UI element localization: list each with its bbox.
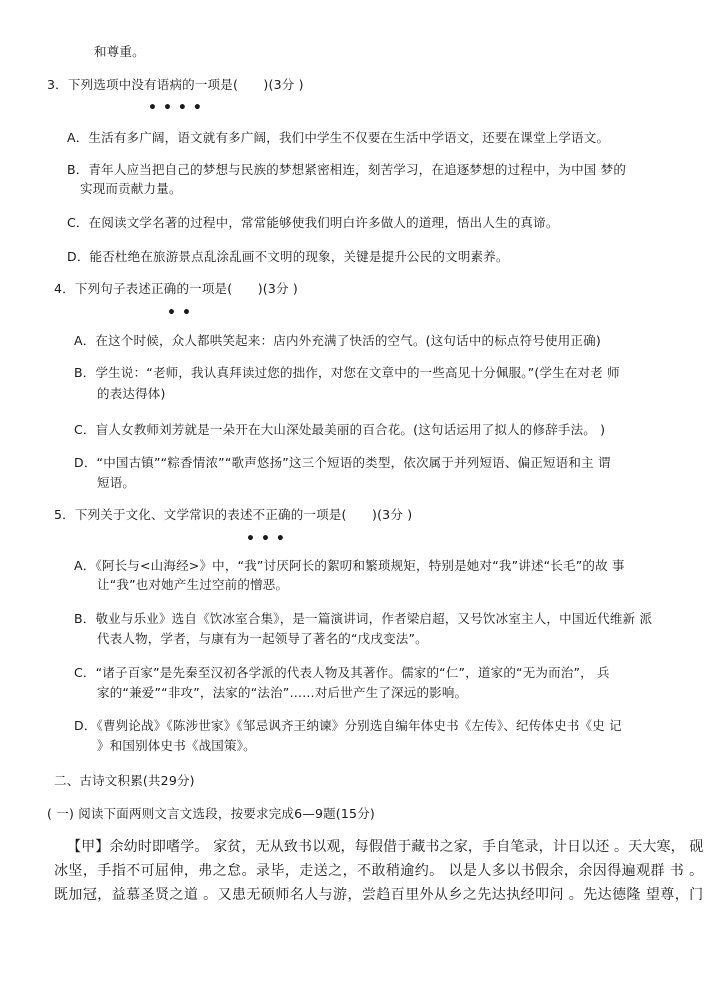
option-c-q4: C．盲人女教师刘芳就是一朵开在大山深处最美丽的百合花。(这句话运用了拟人的修辞手法。 ) <box>74 422 606 437</box>
option-a-q3: A．生活有多广阔，语文就有多广阔，我们中学生不仅要在生活中学语文，还要在课堂上学语文。 <box>67 130 610 145</box>
option-d-q4: D．“中国古镇”“粽香情浓”“歌声悠扬”这三个短语的类型，依次属于并列短语、偏正短语和主 谓 <box>74 455 611 470</box>
option-b-q3-cont: 实现而贡献力量。 <box>80 181 182 196</box>
question-3-stem: 3．下列选项中没有语病的一项是( )(3分 ) <box>47 77 304 92</box>
option-d-q5-cont: 》和国别体史书《战国策》。 <box>97 738 256 753</box>
section-heading: 二、古诗文积累(共29分) <box>54 773 195 788</box>
question-5-stem: 5．下列关于文化、文学常识的表述不正确的一项是( )(3分 ) <box>54 507 413 522</box>
option-a-q5: A．《阿长与<山海经>》中，“我”讨厌阿长的絮叨和繁琐规矩，特别是她对“我”讲述“长毛”的故 事 <box>74 558 625 573</box>
option-b-q5: B．敬业与乐业》选自《饮冰室合集》，是一篇演讲词，作者梁启超，又号饮冰室主人，中国近代维新 派 <box>74 611 653 626</box>
option-c-q5: C．“诸子百家”是先秦至汉初各学派的代表人物及其著作。儒家的“仁”，道家的“无为而治”， 兵 <box>74 665 610 680</box>
emphasis-dots-q4: •• <box>167 305 197 321</box>
subsection-heading: ( 一) 阅读下面两则文言文选段，按要求完成6—9题(15分) <box>47 806 375 821</box>
option-d-q3: D．能否杜绝在旅游景点乱涂乱画不文明的现象，关键是提升公民的文明素养。 <box>67 249 509 264</box>
option-c-q3: C．在阅读文学名著的过程中，常常能够使我们明白许多做人的道理，悟出人生的真谛。 <box>67 215 559 230</box>
option-d-q5: D．《曹刿论战》《陈涉世家》《邹忌讽齐王纳谏》分别选自编年体史书《左传》、纪传体史书《史 记 <box>74 718 622 733</box>
option-a-q5-cont: 让“我”也对她产生过空前的憎恶。 <box>97 577 289 592</box>
text-line: 和尊重。 <box>94 44 145 59</box>
option-a-q4: A．在这个时候，众人都哄笑起来：店内外充满了快活的空气。(这句话中的标点符号使用正确) <box>74 333 601 348</box>
classical-text-line: 冰坚，手指不可屈伸，弗之怠。录毕，走送之，不敢稍逾约。 以是人多以书假余，余因得遍观群 书 。 <box>54 863 704 879</box>
option-b-q4: B．学生说：“老师，我认真拜读过您的拙作，对您在文章中的一些高见十分佩服。”(学生在对老 师 <box>74 365 620 380</box>
option-b-q4-cont: 的表达得体) <box>97 386 166 401</box>
question-4-stem: 4．下列句子表述正确的一项是( )(3分 ) <box>54 281 298 296</box>
classical-text-line: 既加冠，益慕圣贤之道 。又患无硕师名人与游，尝趋百里外从乡之先达执经叩问 。先达德隆 望尊，门 <box>54 887 704 903</box>
emphasis-dots-q3: •••• <box>148 100 208 116</box>
option-c-q5-cont: 家的“兼爱”“非攻”，法家的“法治”……对后世产生了深远的影响。 <box>97 685 468 700</box>
option-d-q4-cont: 短语。 <box>97 475 136 490</box>
option-b-q5-cont: 代表人物，学者，与康有为一起领导了著名的“戊戌变法”。 <box>97 631 428 646</box>
emphasis-dots-q5: ••• <box>246 531 291 547</box>
option-b-q3: B．青年人应当把自己的梦想与民族的梦想紧密相连，刻苦学习，在追逐梦想的过程中，为中国 梦的 <box>67 162 627 177</box>
classical-text-line: 【甲】余幼时即嗜学。 家贫，无从致书以观，每假借于藏书之家，手自笔录，计日以还 。天大寒， 砚 <box>67 839 704 855</box>
